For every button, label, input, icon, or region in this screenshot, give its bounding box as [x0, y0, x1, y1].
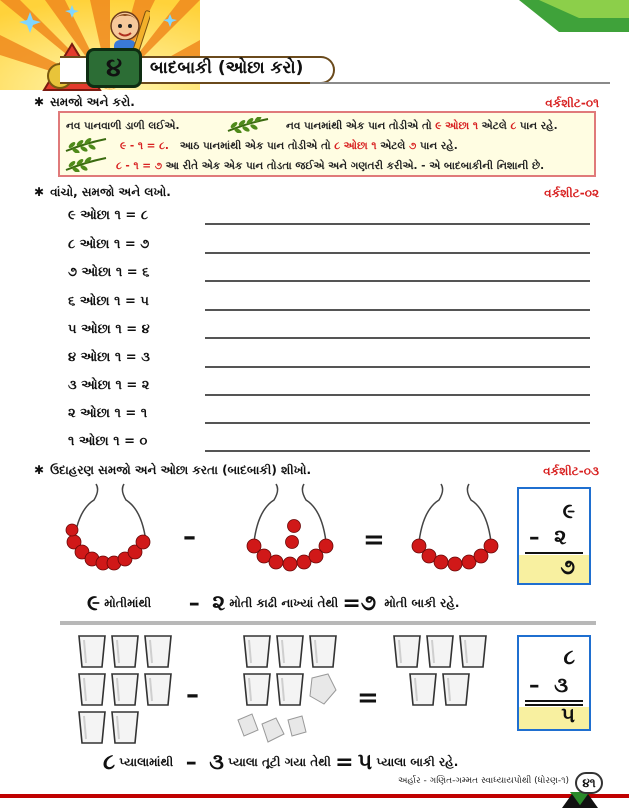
answer-box-2 — [517, 635, 591, 731]
equation-text: ૨ ઓછા ૧ = ૧ — [68, 406, 148, 421]
bullet-star-icon: ✱ — [34, 95, 45, 109]
answer-divider — [525, 552, 583, 554]
writing-line[interactable] — [205, 450, 590, 452]
leaf-branch-icon — [64, 156, 108, 172]
worksheet-label-1: વર્કશીટ-૦૧ — [545, 96, 599, 110]
answer-operator-row: – ૨ — [529, 525, 567, 549]
equation-text: ૪ ઓછા ૧ = ૩ — [68, 350, 150, 365]
equals-sign: = — [357, 683, 379, 713]
answer-box-1 — [517, 487, 591, 585]
green-corner-decoration — [519, 0, 629, 32]
bead-string-7-removed-2-icon — [240, 482, 340, 574]
bullet-star-icon: ✱ — [34, 185, 45, 199]
equation-text: ૬ ઓછા ૧ = ૫ — [68, 294, 149, 309]
section2-heading: ✱ વાંચો, સમજો અને લખો. — [34, 185, 171, 199]
leaf-branch-icon — [226, 117, 270, 133]
minus-sign: – — [183, 522, 196, 552]
page-number: ૪૧ — [575, 772, 603, 794]
answer-result: ૫ — [561, 703, 575, 727]
intro-box — [58, 111, 596, 177]
answer-operator-row: – ૩ — [529, 673, 569, 697]
intro-line-1: નવ પાનવાળી ડાળી લઈએ. — [66, 120, 180, 132]
answer-top: ૯ — [562, 499, 575, 523]
header-rule — [310, 82, 610, 84]
leaf-branch-icon — [64, 137, 108, 153]
bullet-star-icon: ✱ — [34, 463, 45, 477]
answer-divider — [525, 700, 583, 702]
writing-line[interactable] — [205, 309, 590, 311]
writing-line[interactable] — [205, 366, 590, 368]
equation-text: ૮ ઓછા ૧ = ૭ — [68, 237, 150, 252]
intro-line-3: ૮ - ૧ = ૭ આ રીતે એક એક પાન તોડતા જઈએ અને ગણતરી કરીએ. - એ બાદબાકીની નિશાની છે. — [116, 160, 545, 172]
example1-caption: ૯ મોતીમાંથી – ૨ મોતી કાઢી નાખ્યાં તેથી =૭ મોતી બાકી રહે. — [87, 591, 460, 616]
worksheet-label-3: વર્કશીટ-૦૩ — [543, 464, 599, 478]
equation-text: ૩ ઓછા ૧ = ૨ — [68, 378, 150, 393]
writing-line[interactable] — [205, 280, 590, 282]
section-divider — [60, 621, 596, 625]
chapter-number: ૪ — [105, 52, 123, 83]
intro-line-1b: નવ પાનમાંથી એક પાન તોડીએ તો ૯ ઓછા ૧ એટલે ૮ પાન રહે. — [286, 120, 558, 132]
writing-line[interactable] — [205, 252, 590, 254]
writing-line[interactable] — [205, 337, 590, 339]
bead-string-9-icon — [60, 482, 160, 574]
footer-triangle-icon — [560, 792, 600, 808]
answer-top: ૮ — [563, 645, 575, 669]
section1-heading: ✱ સમજો અને કરો. — [34, 95, 135, 109]
minus-sign: – — [186, 680, 199, 710]
section3-heading: ✱ ઉદાહરણ સમજો અને ઓછા કરતા (બાદબાકી) શીખો. — [34, 463, 312, 477]
equation-text: ૭ ઓછા ૧ = ૬ — [68, 265, 150, 280]
worksheet-label-2: વર્કશીટ-૦૨ — [544, 186, 599, 200]
example2-caption: ૮ પ્યાલામાંથી – ૩ પ્યાલા તૂટી ગયા તેથી = ૫ પ્યાલા બાકી રહે. — [103, 750, 459, 775]
bead-string-7-icon — [405, 482, 505, 574]
chapter-number-badge — [86, 48, 142, 88]
chapter-title: બાદબાકી (ઓછા કરો) — [150, 58, 304, 78]
footer-text: અર્હાર - ગણિત-ગમ્મત સ્વાધ્યાયપોથી (ધોરણ-૧) — [397, 776, 569, 786]
intro-line-2: ૯ - ૧ = ૮. આઠ પાનમાંથી એક પાન તોડીએ તો ૮ ઓછા ૧ એટલે ૭ પાન રહે. — [120, 140, 458, 152]
footer-bar — [0, 794, 629, 798]
glasses-5-with-3-broken-icon — [232, 632, 342, 750]
writing-line[interactable] — [205, 422, 590, 424]
equation-text: ૫ ઓછા ૧ = ૪ — [68, 322, 150, 337]
glasses-5-icon — [390, 632, 490, 710]
equation-text: ૧ ઓછા ૧ = ૦ — [68, 434, 148, 449]
equation-text: ૯ ઓછા ૧ = ૮ — [68, 208, 148, 223]
page-header — [0, 0, 629, 95]
glasses-8-icon — [75, 632, 175, 747]
writing-line[interactable] — [205, 223, 590, 225]
equals-sign: = — [363, 525, 385, 555]
writing-line[interactable] — [205, 394, 590, 396]
answer-result: ૭ — [560, 555, 575, 579]
